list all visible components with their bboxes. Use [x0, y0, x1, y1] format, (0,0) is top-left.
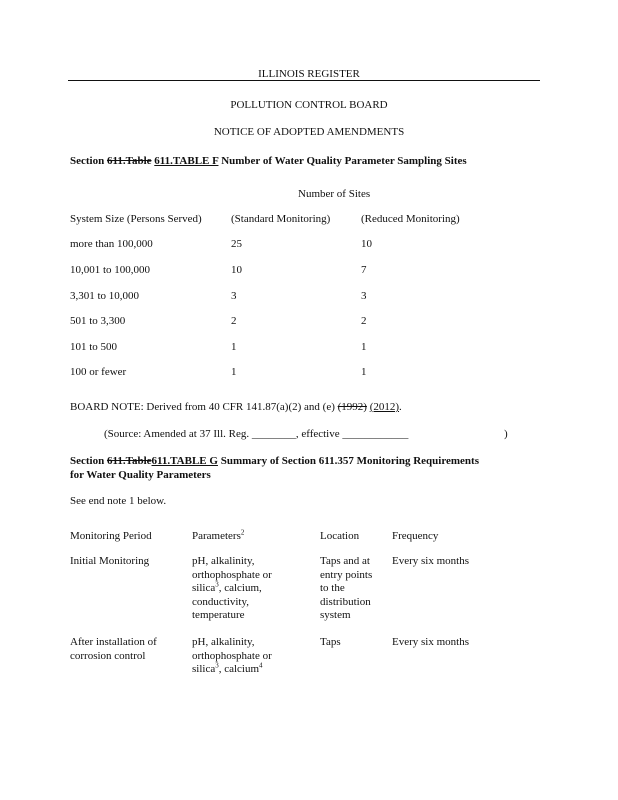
footnote-2: 2: [240, 528, 245, 537]
location-line: distribution: [320, 595, 371, 608]
footnote-4: 4: [259, 661, 263, 670]
section-f-title: Number of Water Quality Parameter Sampling Sites: [221, 155, 467, 167]
board-note-text: BOARD NOTE: Derived from 40 CFR 141.87(a)(2) and (e): [70, 401, 335, 413]
row-frequency: Every six months: [392, 555, 469, 567]
see-end-note: See end note 1 below.: [70, 495, 167, 507]
col-standard-monitoring: (Standard Monitoring): [231, 213, 331, 225]
row-standard: 1: [231, 366, 237, 378]
col-reduced-monitoring: (Reduced Monitoring): [361, 213, 460, 225]
section-f-heading: [70, 155, 467, 167]
col-frequency: Frequency: [392, 530, 439, 542]
row-parameters: [192, 555, 272, 623]
row-size: more than 100,000: [70, 238, 153, 250]
row-size: 3,301 to 10,000: [70, 290, 140, 302]
param-line: conductivity,: [192, 595, 250, 608]
row-period: [70, 636, 157, 663]
board-note-period: .: [399, 401, 402, 413]
period-line: After installation of: [70, 636, 157, 648]
param-silica: silica: [192, 582, 216, 594]
section-g-new-ref: 611.TABLE G: [151, 455, 218, 467]
param-line: [192, 582, 272, 596]
footnote-3: 3: [215, 661, 219, 670]
source-note: (Source: Amended at 37 Ill. Reg. ________, effective ____________: [104, 428, 409, 440]
row-period: Initial Monitoring: [70, 555, 150, 567]
header-rule: [68, 80, 540, 81]
col-parameters: [192, 530, 244, 542]
footnote-3: 3: [215, 580, 219, 589]
row-standard: 10: [231, 264, 242, 276]
section-g-heading: [70, 455, 479, 467]
row-reduced: 1: [361, 341, 367, 353]
section-g-old-ref: 611.Table: [106, 455, 152, 467]
col-monitoring-period: Monitoring Period: [70, 530, 152, 542]
col-system-size: System Size (Persons Served): [70, 213, 202, 225]
section-g-title-line1: Summary of Section 611.357 Monitoring Requirements: [220, 455, 479, 467]
board-name: POLLUTION CONTROL BOARD: [230, 99, 388, 111]
row-standard: 3: [231, 290, 237, 302]
col-parameters-label: Parameters: [192, 530, 241, 542]
row-reduced: 10: [361, 238, 372, 250]
param-calcium: , calcium,: [218, 582, 262, 594]
row-reduced: 2: [361, 315, 367, 327]
board-note-new-year: (2012): [369, 401, 400, 413]
row-location: Taps: [320, 636, 341, 648]
row-location: [320, 555, 372, 623]
row-size: 101 to 500: [70, 341, 118, 353]
param-line: orthophosphate or: [192, 568, 272, 581]
param-line: orthophosphate or: [192, 649, 272, 662]
number-of-sites-header: Number of Sites: [298, 188, 371, 200]
row-standard: 2: [231, 315, 237, 327]
location-line: Taps and at: [320, 555, 370, 567]
location-line: entry points: [320, 568, 373, 581]
register-header: ILLINOIS REGISTER: [258, 68, 360, 80]
row-size: 100 or fewer: [70, 366, 127, 378]
param-line: pH, alkalinity,: [192, 555, 255, 567]
row-reduced: 7: [361, 264, 367, 276]
board-note-old-year: (1992): [337, 401, 367, 413]
col-location: Location: [320, 530, 360, 542]
row-parameters: [192, 636, 272, 677]
section-f-new-ref: 611.TABLE F: [154, 155, 219, 167]
section-f-prefix: Section: [70, 155, 105, 167]
param-line: [192, 663, 272, 677]
section-f-old-ref: 611.Table: [106, 155, 152, 167]
period-line: corrosion control: [70, 649, 146, 662]
param-calcium: , calcium: [218, 663, 260, 675]
row-size: 10,001 to 100,000: [70, 264, 151, 276]
param-line: temperature: [192, 609, 245, 621]
row-reduced: 1: [361, 366, 367, 378]
board-note: [70, 401, 402, 413]
row-size: 501 to 3,300: [70, 315, 126, 327]
source-note-close: ): [504, 428, 508, 440]
param-line: pH, alkalinity,: [192, 636, 255, 648]
row-standard: 25: [231, 238, 242, 250]
location-line: to the: [320, 582, 345, 594]
location-line: system: [320, 609, 351, 621]
section-g-prefix: Section: [70, 455, 105, 467]
row-standard: 1: [231, 341, 237, 353]
notice-title: NOTICE OF ADOPTED AMENDMENTS: [213, 126, 405, 138]
row-reduced: 3: [361, 290, 367, 302]
param-silica: silica: [192, 663, 216, 675]
section-g-title-line2: for Water Quality Parameters: [70, 469, 211, 481]
row-frequency: Every six months: [392, 636, 469, 648]
